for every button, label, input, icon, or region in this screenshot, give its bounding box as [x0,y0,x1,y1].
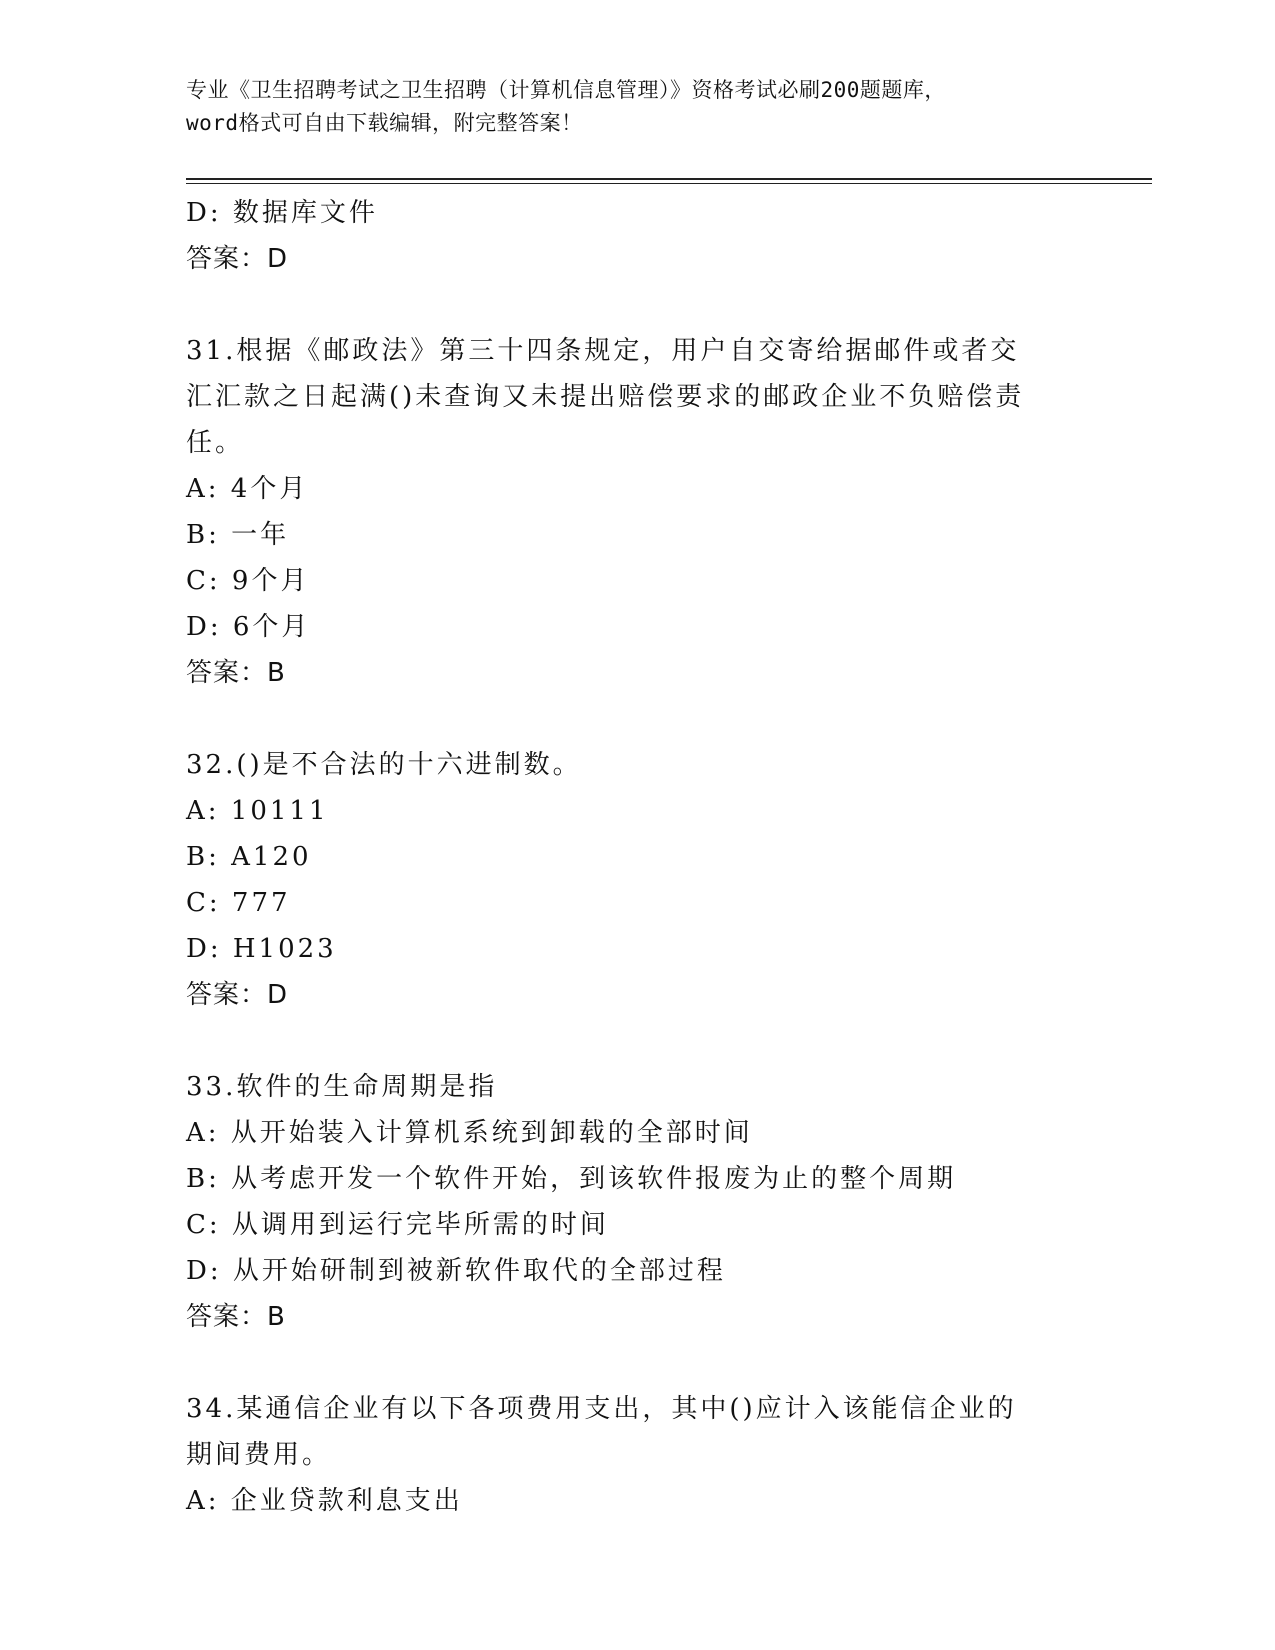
answer: 答案：D [186,244,289,274]
option-a: A: 10111 [186,796,329,826]
question-33 [186,1064,1086,1340]
option-b: B: 从考虑开发一个软件开始，到该软件报废为止的整个周期 [186,1164,957,1194]
answer: 答案：B [186,658,286,688]
question-list [186,190,1086,1524]
header-divider [186,178,1152,180]
document-header [186,74,1086,140]
option-d: D: 6个月 [186,612,311,642]
option-b: B: A120 [186,842,312,872]
option-a: A: 4个月 [186,474,309,504]
option-d: D: 数据库文件 [186,198,378,228]
question-34 [186,1386,1086,1524]
option-c: C: 9个月 [186,566,310,596]
option-b: B: 一年 [186,520,290,550]
question-text: 33.软件的生命周期是指 [186,1072,498,1102]
option-c: C: 从调用到运行完毕所需的时间 [186,1210,609,1240]
header-title-line-2: word格式可自由下载编辑，附完整答案！ [186,111,583,135]
question-text: 31.根据《邮政法》第三十四条规定，用户自交寄给据邮件或者交汇汇款之日起满()未查询又未提出赔偿要求的邮政企业不负赔偿责任。 [186,336,1025,458]
answer: 答案：D [186,980,289,1010]
option-a: A: 从开始装入计算机系统到卸载的全部时间 [186,1118,753,1148]
question-text: 32.()是不合法的十六进制数。 [186,750,582,780]
question-31 [186,328,1086,696]
question-32 [186,742,1086,1018]
option-c: C: 777 [186,888,291,918]
answer: 答案：B [186,1302,286,1332]
option-d: D: 从开始研制到被新软件取代的全部过程 [186,1256,726,1286]
header-divider-thin [186,183,1152,184]
header-title-line-1: 专业《卫生招聘考试之卫生招聘（计算机信息管理）》资格考试必刷200题题库， [186,78,946,102]
question-text: 34.某通信企业有以下各项费用支出，其中()应计入该能信企业的期间费用。 [186,1394,1017,1470]
option-d: D: H1023 [186,934,337,964]
option-a: A: 企业贷款利息支出 [186,1486,463,1516]
